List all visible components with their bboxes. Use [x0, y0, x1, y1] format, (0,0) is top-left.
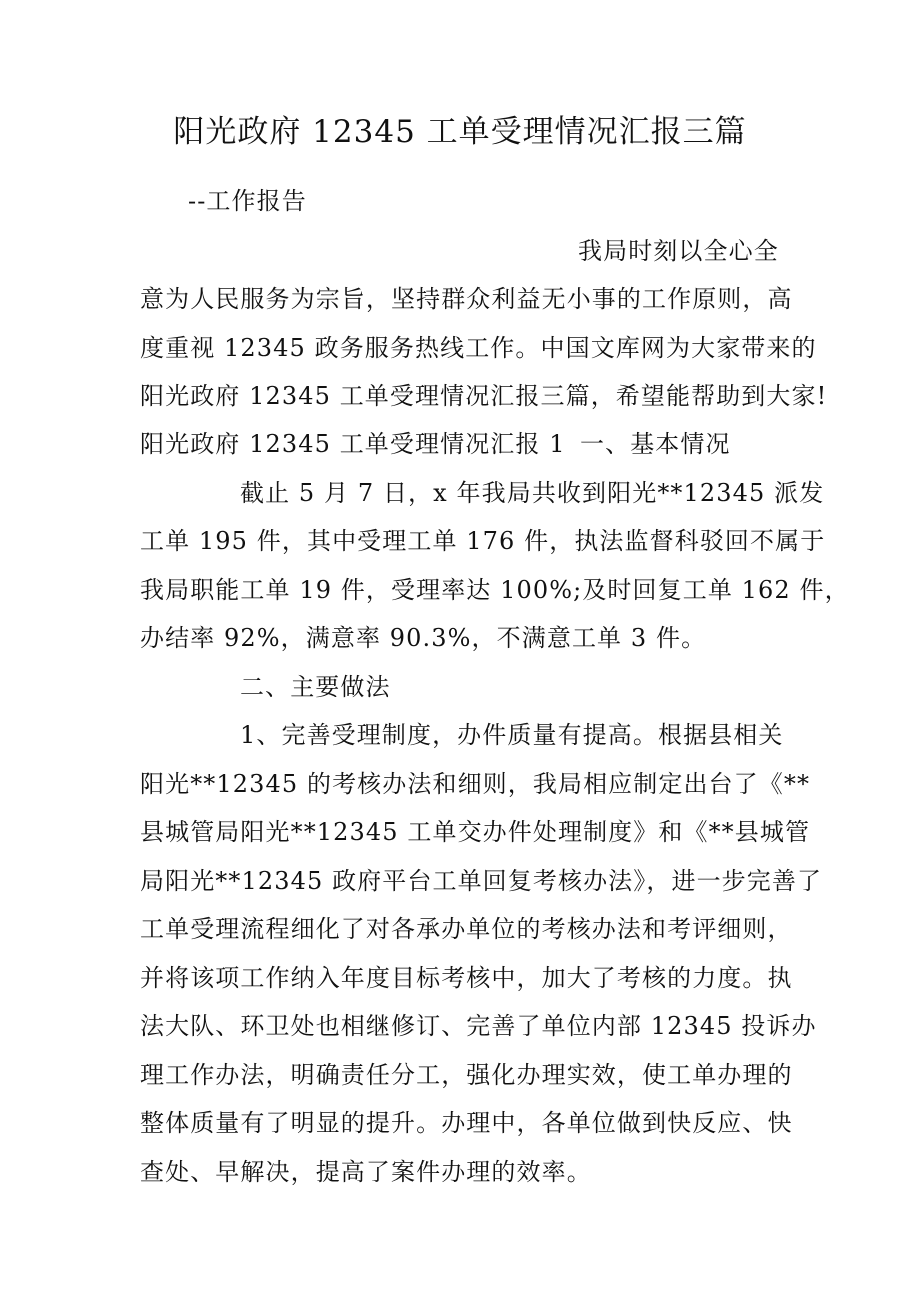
- paragraph-line: 理工作办法，明确责任分工，强化办理实效，使工单办理的: [140, 1061, 793, 1089]
- paragraph-line: 法大队、环卫处也相继修订、完善了单位内部 12345 投诉办: [140, 1012, 817, 1040]
- paragraph-line: 我局时刻以全心全: [578, 237, 779, 265]
- paragraph-line: 阳光**12345 的考核办法和细则，我局相应制定出台了《**: [140, 770, 811, 798]
- paragraph-line: 1、完善受理制度，办件质量有提高。根据县相关: [240, 721, 784, 749]
- section-heading: 一、基本情况: [580, 430, 731, 458]
- section-heading: 阳光政府 12345 工单受理情况汇报 1: [140, 430, 566, 458]
- document-subtitle: --工作报告: [188, 187, 307, 215]
- paragraph-line: 办结率 92%，满意率 90.3%，不满意工单 3 件。: [140, 624, 707, 652]
- paragraph-line: 工单 195 件，其中受理工单 176 件，执法监督科驳回不属于: [140, 527, 826, 555]
- paragraph-line: 查处、早解决，提高了案件办理的效率。: [140, 1158, 592, 1186]
- paragraph-line: 意为人民服务为宗旨，坚持群众利益无小事的工作原则，高: [140, 285, 793, 313]
- paragraph-line: 度重视 12345 政务服务热线工作。中国文库网为大家带来的: [140, 334, 817, 362]
- paragraph-line: 截止 5 月 7 日，x 年我局共收到阳光**12345 派发: [240, 479, 825, 507]
- paragraph-line: 工单受理流程细化了对各承办单位的考核办法和考评细则，: [140, 915, 793, 943]
- paragraph-line: 整体质量有了明显的提升。办理中，各单位做到快反应、快: [140, 1109, 793, 1137]
- paragraph-line: 局阳光**12345 政府平台工单回复考核办法》，进一步完善了: [140, 867, 823, 895]
- paragraph-line: 并将该项工作纳入年度目标考核中，加大了考核的力度。执: [140, 964, 793, 992]
- paragraph-line: 县城管局阳光**12345 工单交办件处理制度》和《**县城管: [140, 818, 811, 846]
- document-title: 阳光政府 12345 工单受理情况汇报三篇: [173, 114, 747, 150]
- paragraph-line: 我局职能工单 19 件，受理率达 100%;及时回复工单 162 件，: [140, 576, 850, 604]
- section-heading: 二、主要做法: [240, 673, 391, 701]
- paragraph-line: 阳光政府 12345 工单受理情况汇报三篇，希望能帮助到大家!: [140, 382, 828, 410]
